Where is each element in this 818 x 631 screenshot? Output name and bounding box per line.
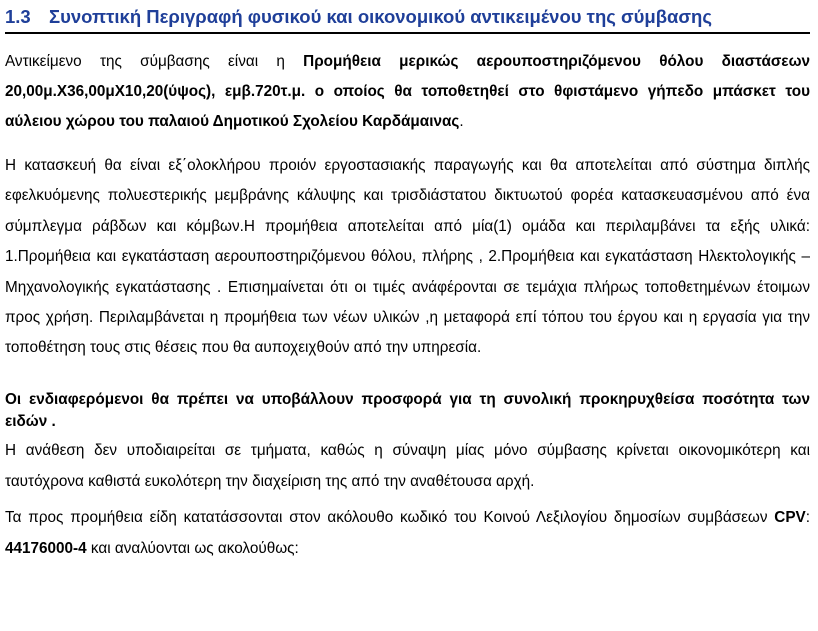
paragraph-cpv-classification	[5, 502, 810, 564]
cpv-separator: :	[805, 508, 810, 526]
cpv-label: CPV	[774, 508, 806, 526]
section-heading	[5, 4, 810, 34]
section-title: Συνοπτική Περιγραφή φυσικού και οικονομικού αντικειμένου της σύμβασης	[49, 6, 712, 27]
cpv-code: 44176000-4	[5, 539, 87, 557]
paragraph-offer-requirement: Οι ενδιαφερόμενοι θα πρέπει να υποβάλλουν προσφορά για τη συνολική προκηρυχθείσα ποσότητα των ειδών .	[5, 390, 810, 430]
cpv-end: και αναλύονται ως ακολούθως:	[86, 539, 299, 557]
contract-object-end: .	[459, 113, 464, 130]
paragraph-contract-object	[5, 47, 810, 137]
contract-object-description: Προμήθεια μερικώς αερουποστηριζόμενου θόλου διαστάσεων 20,00μ.Χ36,00μΧ10,20(ύψος), εμβ.720τ.μ. ο οποίος θα τοποθετηθεί στο θφιστάμενο γήπεδο μπάσκετ του αύλειου χώρου του παλαιού Δημοτικού Σχολείου Καρδάμαινας	[5, 53, 810, 130]
paragraph-award-undivided: Η ανάθεση δεν υποδιαιρείται σε τμήματα, καθώς η σύναψη μίας μόνο σύμβασης κρίνεται οικονομικότερη και ταυτόχρονα καθιστά ευκολότερη την διαχείριση της από την αναθέτουσα αρχή.	[5, 441, 810, 490]
section-number: 1.3	[5, 6, 31, 27]
contract-object-intro: Αντικείμενο της σύμβασης είναι η	[5, 53, 304, 70]
paragraph-construction-description: Η κατασκευή θα είναι εξ΄ολοκλήρου προιόν εργοστασιακής παραγωγής και θα αποτελείται από σύστημα διπλής εφελκυόμενης πολυεστερικής μεμβράνης κάλυψης και τρισδιάστατου δικτυωτού φορέα κατασκευασμένου από ένα σύμπλεγμα ράβδων και κόμβων.Η προμήθεια αποτελείται από μία(1) ομάδα και περιλαμβάνει τα εξής υλικά: 1.Προμήθεια και εγκατάσταση αερουποστηριζόμενου θόλου, πλήρης , 2.Προμήθεια και εγκατάσταση Ηλεκτολογικής –Μηχανολογικής εγκατάστασης . Επισημαίνεται ότι οι τιμές ανάφέρονται σε τεμάχια πλήρως τοποθετημένων έτοιμων προς χρήση. Περιλαμβάνεται η προμήθεια των νέων υλικών ,η μεταφορά επί τόπου του έργου και η εργασία για την τοποθέτηση τους στις θέσεις που θα αυποχειχθούν από την υπηρεσία.	[5, 157, 810, 357]
cpv-intro: Τα προς προμήθεια είδη κατατάσσονται στον ακόλουθο κωδικό του Κοινού Λεξιλογίου δημοσίων συμβάσεων	[5, 508, 775, 526]
document-page	[5, 0, 810, 564]
